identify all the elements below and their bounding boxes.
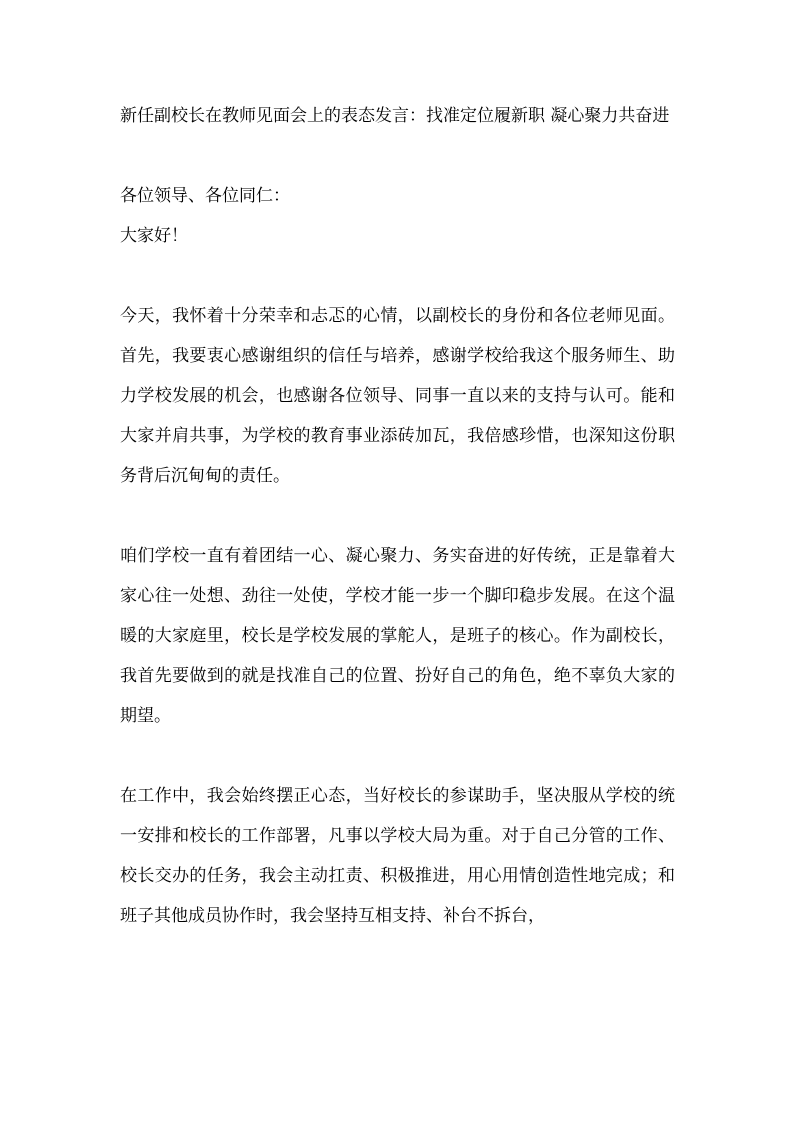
paragraph-3: 在工作中，我会始终摆正心态，当好校长的参谋助手，坚决服从学校的统一安排和校长的工作部署，凡事以学校大局为重。对于自己分管的工作、校长交办的任务，我会主动扛责、积极推进，用心用情创造性地完成；和班子其他成员协作时，我会坚持互相支持、补台不拆台， [120,786,675,926]
document-body [120,96,675,976]
salutation: 各位领导、各位同仁： [120,186,290,206]
paragraph-2: 咱们学校一直有着团结一心、凝心聚力、务实奋进的好传统，正是靠着大家心往一处想、劲往一处使，学校才能一步一个脚印稳步发展。在这个温暖的大家庭里，校长是学校发展的掌舵人，是班子的核心。作为副校长，我首先要做到的就是找准自己的位置、扮好自己的角色，绝不辜负大家的期望。 [120,546,675,726]
document-title: 新任副校长在教师见面会上的表态发言：找准定位履新职 凝心聚力共奋进 [120,106,670,126]
greeting: 大家好！ [120,226,188,246]
paragraph-1: 今天，我怀着十分荣幸和忐忑的心情，以副校长的身份和各位老师见面。首先，我要衷心感谢组织的信任与培养，感谢学校给我这个服务师生、助力学校发展的机会，也感谢各位领导、同事一直以来的支持与认可。能和大家并肩共事，为学校的教育事业添砖加瓦，我倍感珍惜，也深知这份职务背后沉甸甸的责任。 [120,306,675,486]
